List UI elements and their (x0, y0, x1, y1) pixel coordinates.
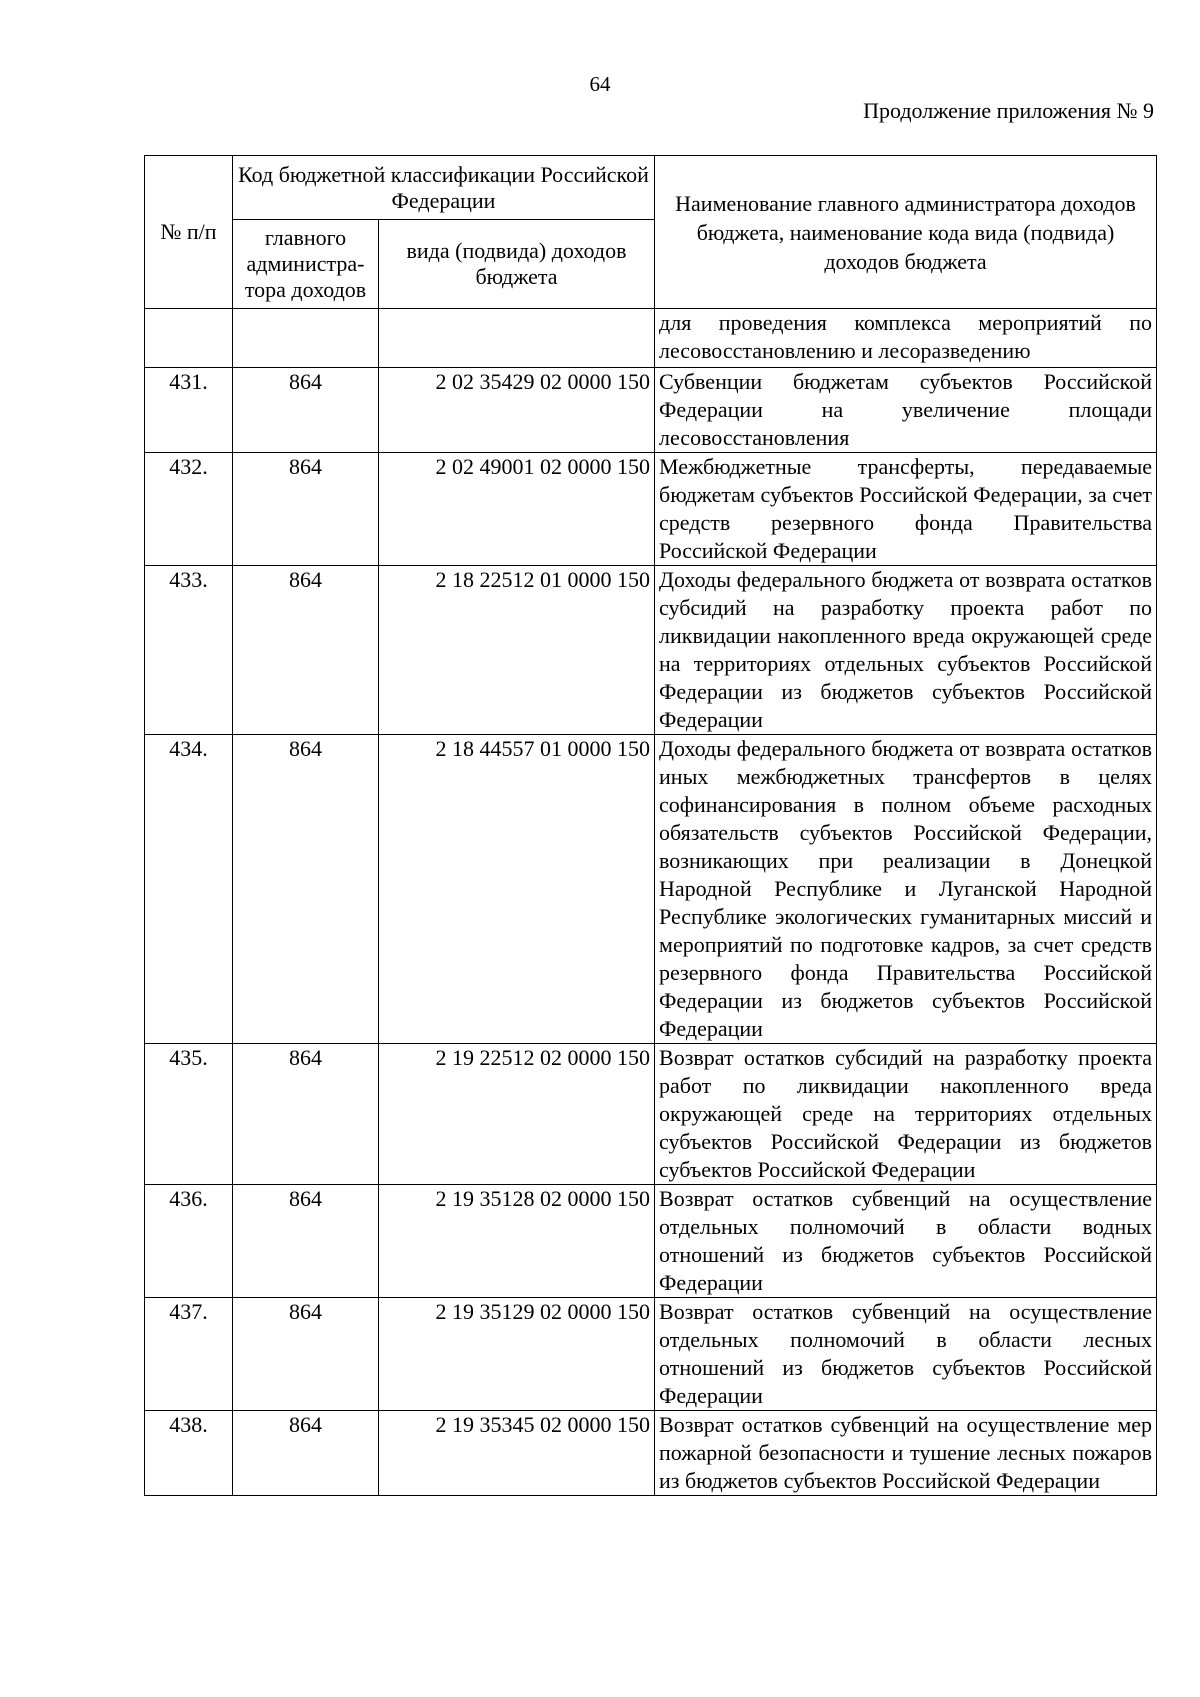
cell-revenue-code: 2 02 49001 02 0000 150 (379, 453, 655, 566)
cell-admin-code: 864 (233, 1185, 379, 1298)
cell-revenue-code: 2 19 22512 02 0000 150 (379, 1044, 655, 1185)
table-body (145, 309, 1157, 1496)
cell-number: 433. (145, 566, 233, 735)
cell-number: 435. (145, 1044, 233, 1185)
cell-number: 431. (145, 368, 233, 453)
cell-name: Возврат остатков субсидий на разработку проекта работ по ликвидации накопленного вреда окружающей среде на территориях отдельных субъектов Российской Федерации из бюджетов субъектов Российской Федерации (655, 1044, 1157, 1185)
header-row-number: № п/п (145, 156, 233, 309)
cell-name: для проведения комплекса мероприятий по лесовосстановлению и лесоразведению (655, 309, 1157, 368)
cell-revenue-code: 2 18 44557 01 0000 150 (379, 735, 655, 1044)
table-row-continuation (145, 309, 1157, 368)
table-row (145, 566, 1157, 735)
revenue-classification-table (144, 155, 1157, 1496)
table-row (145, 368, 1157, 453)
cell-name: Доходы федерального бюджета от возврата остатков иных межбюджетных трансфертов в целях софинансирования в полном объеме расходных обязательств субъектов Российской Федерации, возникающих при реализации в Донецкой Народной Республике и Луганской Народной Республике экологических гуманитарных миссий и мероприятий по подготовке кадров, за счет средств резервного фонда Правительства Российской Федерации из бюджетов субъектов Российской Федерации (655, 735, 1157, 1044)
cell-number: 437. (145, 1298, 233, 1411)
cell-admin-code: 864 (233, 368, 379, 453)
cell-number (145, 309, 233, 368)
table-row (145, 1044, 1157, 1185)
cell-admin-code: 864 (233, 453, 379, 566)
page-number: 64 (589, 72, 611, 96)
cell-revenue-code (379, 309, 655, 368)
cell-admin-code (233, 309, 379, 368)
header-revenue-kind: вида (подвида) доходов бюджета (379, 220, 655, 309)
appendix-continuation-note: Продолжение приложения № 9 (863, 98, 1154, 123)
cell-name: Возврат остатков субвенций на осуществление мер пожарной безопасности и тушение лесных пожаров из бюджетов субъектов Российской Федерации (655, 1411, 1157, 1496)
cell-name: Межбюджетные трансферты, передаваемые бюджетам субъектов Российской Федерации, за счет средств резервного фонда Правительства Российской Федерации (655, 453, 1157, 566)
cell-revenue-code: 2 19 35129 02 0000 150 (379, 1298, 655, 1411)
cell-name: Возврат остатков субвенций на осуществление отдельных полномочий в области водных отношений из бюджетов субъектов Российской Федерации (655, 1185, 1157, 1298)
table-header (145, 156, 1157, 309)
cell-name: Возврат остатков субвенций на осуществление отдельных полномочий в области лесных отношений из бюджетов субъектов Российской Федерации (655, 1298, 1157, 1411)
cell-admin-code: 864 (233, 1044, 379, 1185)
cell-name: Доходы федерального бюджета от возврата остатков субсидий на разработку проекта работ по ликвидации накопленного вреда окружающей среде на территориях отдельных субъектов Российской Федерации из бюджетов субъектов Российской Федерации (655, 566, 1157, 735)
table-row (145, 1185, 1157, 1298)
cell-number: 436. (145, 1185, 233, 1298)
cell-number: 434. (145, 735, 233, 1044)
cell-admin-code: 864 (233, 566, 379, 735)
table-row (145, 735, 1157, 1044)
cell-admin-code: 864 (233, 1411, 379, 1496)
header-chief-administrator: главного администра-тора доходов (233, 220, 379, 309)
cell-admin-code: 864 (233, 735, 379, 1044)
cell-revenue-code: 2 18 22512 01 0000 150 (379, 566, 655, 735)
cell-admin-code: 864 (233, 1298, 379, 1411)
header-classification-code: Код бюджетной классификации Российской Федерации (233, 156, 655, 220)
table-row (145, 1411, 1157, 1496)
cell-name: Субвенции бюджетам субъектов Российской Федерации на увеличение площади лесовосстановления (655, 368, 1157, 453)
table-row (145, 453, 1157, 566)
cell-revenue-code: 2 02 35429 02 0000 150 (379, 368, 655, 453)
cell-number: 438. (145, 1411, 233, 1496)
cell-revenue-code: 2 19 35345 02 0000 150 (379, 1411, 655, 1496)
header-administrator-name: Наименование главного администратора доходов бюджета, наименование кода вида (подвида) доходов бюджета (655, 156, 1157, 309)
cell-revenue-code: 2 19 35128 02 0000 150 (379, 1185, 655, 1298)
cell-number: 432. (145, 453, 233, 566)
table-row (145, 1298, 1157, 1411)
